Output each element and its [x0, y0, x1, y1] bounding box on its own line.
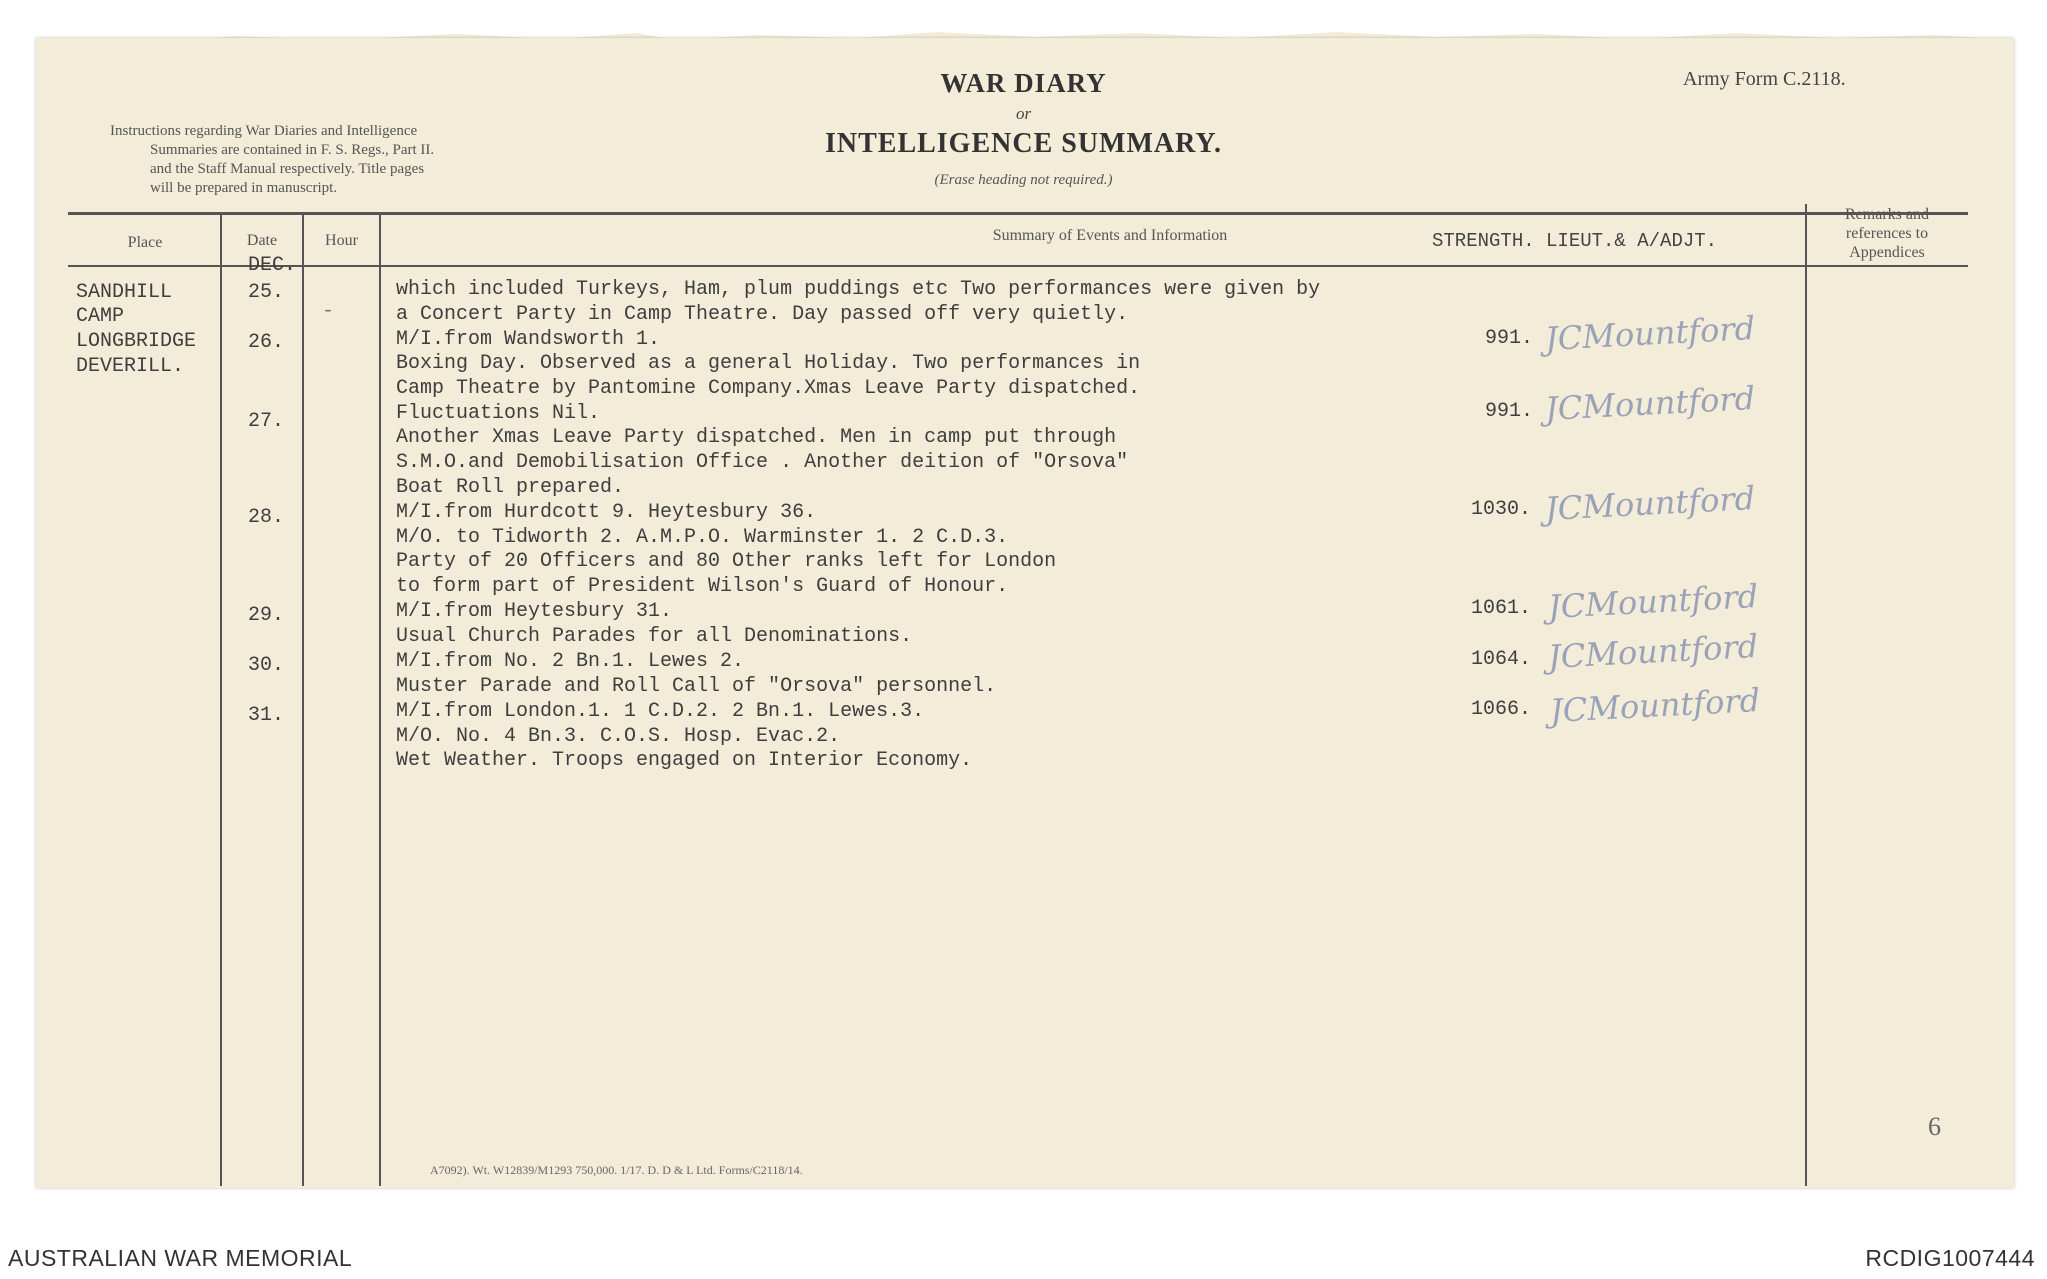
- archive-name: AUSTRALIAN WAR MEMORIAL: [8, 1245, 353, 1271]
- form-title-or: or: [1015, 104, 1032, 123]
- instructions-line: and the Staff Manual respectively. Title pages: [150, 161, 425, 177]
- col-head-hour: Hour: [325, 232, 358, 249]
- entry-strength: 991.: [1485, 327, 1534, 350]
- month-label: DEC.: [248, 254, 297, 277]
- col-head-remarks-line: references to: [1845, 225, 1929, 242]
- instructions-line: will be prepared in manuscript.: [150, 180, 338, 196]
- entry-strength: 991.: [1485, 400, 1534, 423]
- table-top-rule: [68, 212, 1968, 215]
- entry-line: M/I.from Wandsworth 1.: [396, 328, 661, 351]
- place-line: LONGBRIDGE: [76, 330, 197, 353]
- place-line: SANDHILL: [76, 281, 173, 304]
- col-head-remarks-line: Appendices: [1849, 244, 1925, 261]
- entry-line: M/O. No. 4 Bn.3. C.O.S. Hosp. Evac.2.: [396, 725, 841, 748]
- page-number-mark: 6: [1928, 1112, 1941, 1141]
- instructions-line: Instructions regarding War Diaries and Intelligence: [110, 123, 418, 139]
- entry-line: Fluctuations Nil.: [396, 402, 601, 425]
- erase-note: (Erase heading not required.): [934, 172, 1113, 188]
- entry-signature: JCMountford: [1547, 577, 1760, 626]
- entry-signature: JCMountford: [1549, 681, 1762, 730]
- entry-line: M/O. to Tidworth 2. A.M.P.O. Warminster 1. 2 C.D.3.: [396, 526, 1009, 549]
- col-head-place: Place: [127, 234, 163, 251]
- printer-imprint: A7092). Wt. W12839/M1293 750,000. 1/17. D. D & L Ltd. Forms/C2118/14.: [430, 1163, 803, 1177]
- entry-line: M/I.from No. 2 Bn.1. Lewes 2.: [396, 650, 745, 673]
- entry-date: 28.: [248, 506, 285, 529]
- col-divider-summary: [1805, 204, 1807, 1186]
- col-divider-date: [302, 214, 304, 1186]
- form-title: WAR DIARY: [940, 68, 1107, 98]
- hour-mark: -: [322, 300, 335, 323]
- entry-line: a Concert Party in Camp Theatre. Day passed off very quietly.: [396, 303, 1129, 326]
- place-line: DEVERILL.: [76, 355, 185, 378]
- col-head-summary: Summary of Events and Information: [992, 227, 1228, 244]
- entry-line: to form part of President Wilson's Guard of Honour.: [396, 575, 1009, 598]
- place-line: CAMP: [76, 305, 125, 328]
- entry-line: Party of 20 Officers and 80 Other ranks left for London: [396, 550, 1057, 573]
- entry-line: M/I.from London.1. 1 C.D.2. 2 Bn.1. Lewes.3.: [396, 700, 925, 723]
- entry-line: Muster Parade and Roll Call of "Orsova" personnel.: [396, 675, 997, 698]
- entry-date: 31.: [248, 704, 285, 727]
- entry-line: M/I.from Heytesbury 31.: [396, 600, 673, 623]
- instructions-line: Summaries are contained in F. S. Regs., Part II.: [150, 142, 435, 158]
- entry-date: 29.: [248, 604, 285, 627]
- col-head-remarks: [1807, 205, 1967, 262]
- archive-id: RCDIG1007444: [1865, 1245, 2035, 1271]
- col-divider-hour: [379, 214, 381, 1186]
- header-bottom-rule: [68, 265, 1968, 267]
- entry-strength: 1030.: [1471, 498, 1532, 521]
- entry-line: Boxing Day. Observed as a general Holiday. Two performances in: [396, 352, 1141, 375]
- entry-signature: JCMountford: [1547, 627, 1760, 676]
- form-subtitle: INTELLIGENCE SUMMARY.: [824, 128, 1223, 159]
- col-head-remarks-line: Remarks and: [1845, 206, 1929, 223]
- entry-line: Another Xmas Leave Party dispatched. Men in camp put through: [396, 426, 1117, 449]
- entry-line: Usual Church Parades for all Denominations.: [396, 625, 913, 648]
- entry-signature: JCMountford: [1544, 479, 1757, 528]
- entry-date: 27.: [248, 410, 285, 433]
- col-head-date: Date: [246, 232, 278, 249]
- col-divider-place: [220, 214, 222, 1186]
- entry-signature: JCMountford: [1544, 309, 1757, 358]
- strength-header: STRENGTH. LIEUT.& A/ADJT.: [1432, 230, 1718, 252]
- army-form-number: Army Form C.2118.: [1683, 68, 1846, 90]
- entry-strength: 1061.: [1471, 597, 1532, 620]
- entry-strength: 1064.: [1471, 648, 1532, 671]
- entry-line: M/I.from Hurdcott 9. Heytesbury 36.: [396, 501, 817, 524]
- entry-line: Camp Theatre by Pantomine Company.Xmas Leave Party dispatched.: [396, 377, 1141, 400]
- entry-strength: 1066.: [1471, 698, 1532, 721]
- entry-line: Wet Weather. Troops engaged on Interior Economy.: [396, 749, 973, 772]
- entry-date: 30.: [248, 654, 285, 677]
- instructions-note: [110, 122, 570, 198]
- entry-signature: JCMountford: [1544, 379, 1757, 428]
- entry-date: 25.: [248, 281, 285, 304]
- entry-line: Boat Roll prepared.: [396, 476, 625, 499]
- entry-date: 26.: [248, 331, 285, 354]
- entry-line: S.M.O.and Demobilisation Office . Another deition of "Orsova": [396, 451, 1129, 474]
- entry-line: which included Turkeys, Ham, plum puddings etc Two performances were given by: [396, 278, 1321, 301]
